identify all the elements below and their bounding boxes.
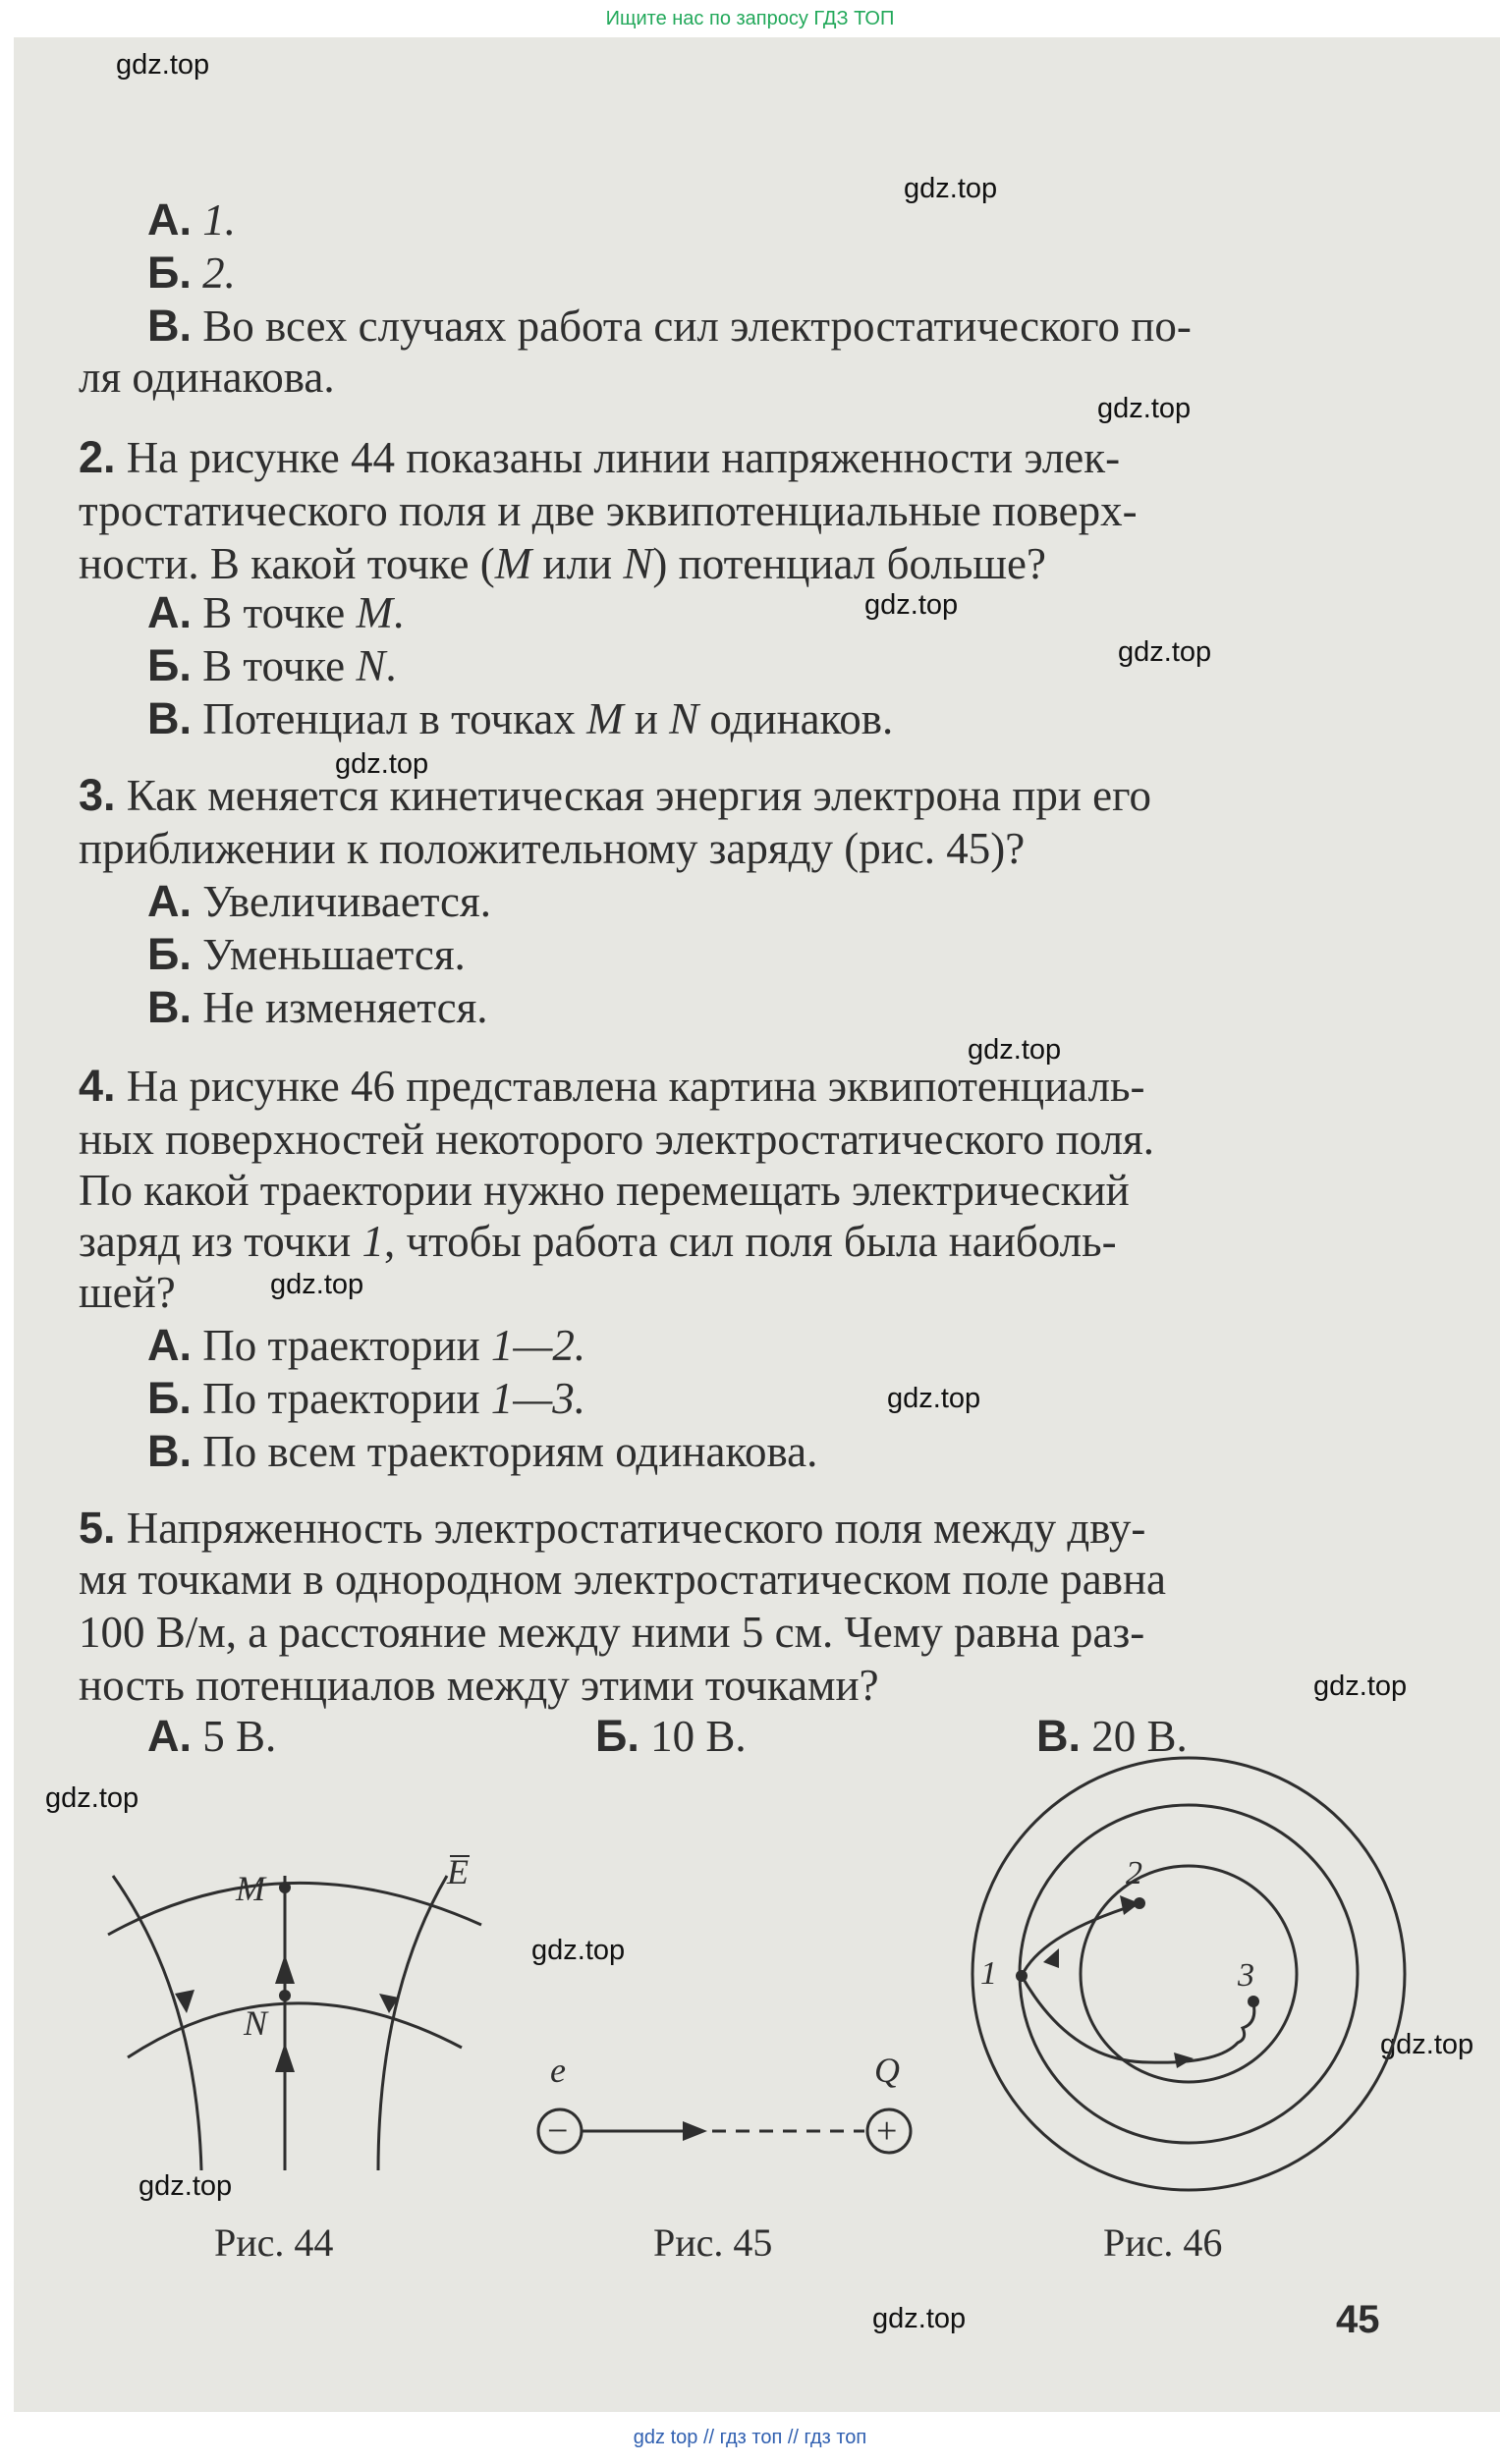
page-number: 45 [1336,2298,1380,2341]
minus-sign: − [547,2110,569,2152]
velocity-arrow [683,2121,707,2141]
q4-option-a: А. По траектории 1—2. [147,1320,586,1370]
point-3 [1248,1996,1259,2007]
fig44-caption: Рис. 44 [214,2220,334,2265]
q2-text-line: тростатического поля и две эквипотенциальные поверх- [79,486,1138,535]
label-2: 2 [1126,1855,1142,1891]
watermark: gdz.top [1313,1670,1408,1702]
q5-text-line: 100 В/м, а расстояние между ними 5 см. Чему равна раз- [79,1608,1145,1657]
q3-option-a: А. Увеличивается. [147,876,491,926]
q1-option-c: В. Во всех случаях работа сил электростатического по- [147,301,1192,351]
watermark: gdz.top [531,1935,626,1966]
q4-text-line: 4. На рисунке 46 представлена картина эквипотенциаль- [79,1061,1145,1111]
watermark: gdz.top [116,49,210,81]
field-arrow [275,1954,295,1984]
label-n: N [244,2003,268,2043]
label-e: e [550,2051,566,2090]
label-e: E [447,1852,469,1891]
q5-option-a: А. 5 В. [147,1711,277,1761]
q5-option-b: Б. 10 В. [595,1711,747,1761]
q4-option-b: Б. По траектории 1—3. [147,1373,586,1423]
q1-option-b: Б. 2. [147,247,236,298]
equipotential-inner [1081,1866,1297,2082]
equipotential-middle [1020,1805,1358,2143]
watermark: gdz.top [45,1782,139,1814]
q1-option-a: А. 1. [147,194,236,245]
figure-46 [943,1748,1434,2200]
q5-text-line: ность потенциалов между этими точками? [79,1661,879,1710]
plus-sign: + [876,2110,898,2152]
field-line [378,1876,447,2170]
point-1 [1016,1970,1028,1982]
watermark: gdz.top [335,748,429,780]
q2-text-line: 2. На рисунке 44 показаны линии напряженности элек- [79,432,1121,482]
label-3: 3 [1238,1957,1254,1994]
q2-text-line: ности. В какой точке (M или N) потенциал больше? [79,539,1046,588]
watermark: gdz.top [1097,393,1192,424]
watermark: gdz.top [904,173,998,204]
field-line [113,1876,201,2170]
trajectory-1-2 [1022,1905,1135,1976]
point-m [279,1882,291,1893]
fig45-caption: Рис. 45 [653,2220,773,2265]
field-arrow [275,2043,295,2072]
q3-option-b: Б. Уменьшается. [147,929,466,979]
trajectory-1-3 [1022,1976,1254,2062]
q3-option-c: В. Не изменяется. [147,982,488,1032]
watermark: gdz.top [270,1269,364,1300]
watermark: gdz.top [872,2303,967,2334]
trajectory-arrow [1043,1948,1059,1968]
top-banner[interactable]: Ищите нас по запросу ГДЗ ТОП [0,0,1500,37]
q4-text-line: шей? [79,1268,176,1317]
bottom-banner[interactable]: gdz top // гдз топ // гдз топ [0,2412,1500,2464]
label-q: Q [874,2051,900,2090]
q5-text-line: мя точками в однородном электростатическом поле равна [79,1555,1167,1604]
label-m: M [236,1869,265,1908]
q2-option-b: Б. В точке N. [147,640,397,690]
q5-option-c: В. 20 В. [1036,1711,1188,1761]
figure-44 [88,1846,521,2180]
point-n [279,1990,291,2001]
watermark: gdz.top [864,589,959,621]
equipotential-outer [972,1758,1405,2190]
label-1: 1 [980,1955,997,1992]
q1-option-c-cont: ля одинакова. [79,353,335,402]
q4-text-line: По какой траектории нужно перемещать электрический [79,1166,1130,1215]
watermark: gdz.top [1118,636,1212,668]
watermark: gdz.top [1380,2029,1474,2060]
q4-text-line: ных поверхностей некоторого электростатического поля. [79,1115,1154,1164]
q3-text-line: приближении к положительному заряду (рис. 45)? [79,824,1026,873]
q3-text-line: 3. Как меняется кинетическая энергия электрона при его [79,770,1151,820]
q2-option-a: А. В точке M. [147,587,405,637]
fig46-caption: Рис. 46 [1103,2220,1223,2265]
equipotential-m [108,1883,481,1935]
point-2 [1134,1897,1145,1909]
q5-text-line: 5. Напряженность электростатического поля между дву- [79,1503,1146,1553]
watermark: gdz.top [887,1383,981,1414]
watermark: gdz.top [139,2170,233,2202]
watermark: gdz.top [968,1034,1062,1066]
q4-text-line: заряд из точки 1, чтобы работа сил поля была наиболь- [79,1217,1117,1266]
q2-option-c: В. Потенциал в точках M и N одинаков. [147,693,894,743]
q4-option-c: В. По всем траекториям одинакова. [147,1426,818,1476]
figure-45 [521,2043,933,2180]
